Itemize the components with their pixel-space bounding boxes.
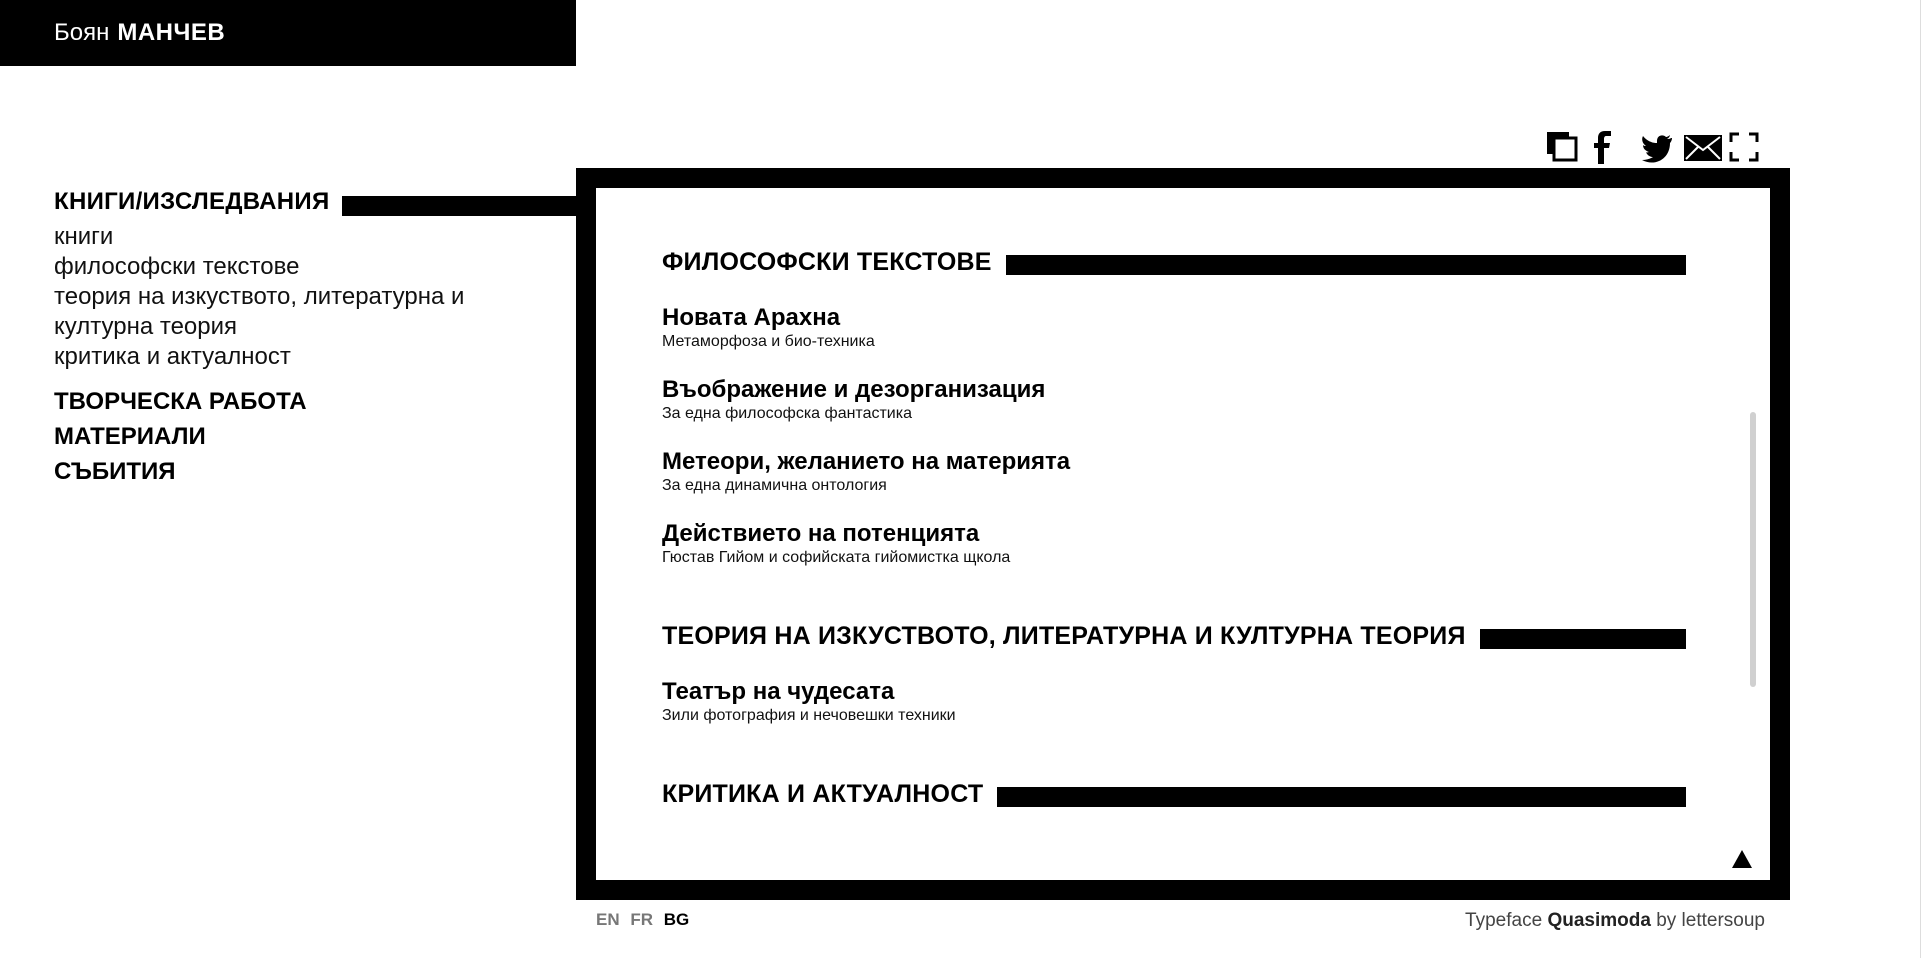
nav-creative-work[interactable]: ТВОРЧЕСКА РАБОТА (54, 388, 307, 415)
entry-title[interactable]: Въображение и дезорганизация (662, 376, 1046, 403)
nav-sub-criticism[interactable]: критика и актуалност (54, 343, 291, 370)
brand-first-name: Боян (54, 19, 110, 46)
typeface-credit (1465, 910, 1765, 932)
section-gap (662, 750, 1686, 780)
copy-icon[interactable] (1545, 130, 1581, 164)
entry-title[interactable]: Театър на чудесата (662, 678, 895, 705)
section-title: ФИЛОСОФСКИ ТЕКСТОВЕ (662, 248, 1006, 277)
section-title: КРИТИКА И АКТУАЛНОСТ (662, 780, 997, 809)
site-brand[interactable] (0, 0, 576, 66)
lang-fr[interactable]: FR (630, 910, 654, 929)
entry-title[interactable]: Метеори, желанието на материята (662, 448, 1071, 475)
facebook-icon[interactable] (1591, 130, 1627, 164)
entry-subtitle: За една динамична онтология (662, 477, 887, 494)
content-panel[interactable] (596, 188, 1770, 880)
credit-font-link[interactable]: Quasimoda (1547, 910, 1651, 931)
nav-materials[interactable]: МАТЕРИАЛИ (54, 423, 206, 450)
nav-sub-philosophical-texts[interactable]: философски текстове (54, 253, 300, 280)
fullscreen-icon[interactable] (1729, 130, 1765, 164)
list-item (662, 304, 1686, 352)
entry-subtitle: За една философска фантастика (662, 405, 912, 422)
twitter-icon[interactable] (1637, 130, 1673, 164)
list-item (662, 520, 1686, 568)
nav-sub-art-theory[interactable]: теория на изкуството, литературна и културна теория (54, 283, 465, 340)
content-list (662, 248, 1686, 836)
list-item (662, 376, 1686, 424)
entry-title[interactable]: Действието на потенцията (662, 520, 980, 547)
section-title: ТЕОРИЯ НА ИЗКУСТВОТО, ЛИТЕРАТУРНА И КУЛТУРНА ТЕОРИЯ (662, 622, 1480, 651)
section-criticism (662, 780, 1686, 814)
section-philosophical-texts (662, 248, 1686, 282)
lang-bg[interactable]: BG (663, 910, 690, 929)
entry-subtitle: Гюстав Гийом и софийската гийомистка щкола (662, 549, 1011, 566)
scrollbar[interactable] (1748, 252, 1758, 812)
section-gap (662, 592, 1686, 622)
credit-suffix[interactable]: by lettersoup (1656, 910, 1765, 931)
scrollbar-thumb[interactable] (1750, 412, 1756, 687)
content-frame (576, 168, 1790, 900)
entry-subtitle: Зили фотография и нечовешки техники (662, 707, 956, 724)
sidebar-nav (54, 188, 576, 489)
credit-prefix: Typeface (1465, 910, 1543, 931)
language-switcher (596, 910, 695, 930)
scroll-to-top-icon[interactable] (1732, 850, 1752, 868)
entry-subtitle: Метаморфоза и био-техника (662, 333, 875, 350)
entry-title[interactable]: Новата Арахна (662, 304, 841, 331)
nav-heading-row (54, 188, 576, 222)
section-art-theory (662, 622, 1686, 656)
mail-icon[interactable] (1683, 130, 1719, 164)
list-item (662, 678, 1686, 726)
brand-last-name: МАНЧЕВ (117, 19, 226, 46)
nav-heading-books[interactable]: КНИГИ/ИЗСЛЕДВАНИЯ (54, 188, 342, 216)
lang-en[interactable]: EN (596, 910, 620, 929)
list-item (662, 448, 1686, 496)
social-bar (1545, 130, 1765, 164)
nav-sub-books[interactable]: книги (54, 223, 114, 250)
nav-events[interactable]: СЪБИТИЯ (54, 458, 176, 485)
